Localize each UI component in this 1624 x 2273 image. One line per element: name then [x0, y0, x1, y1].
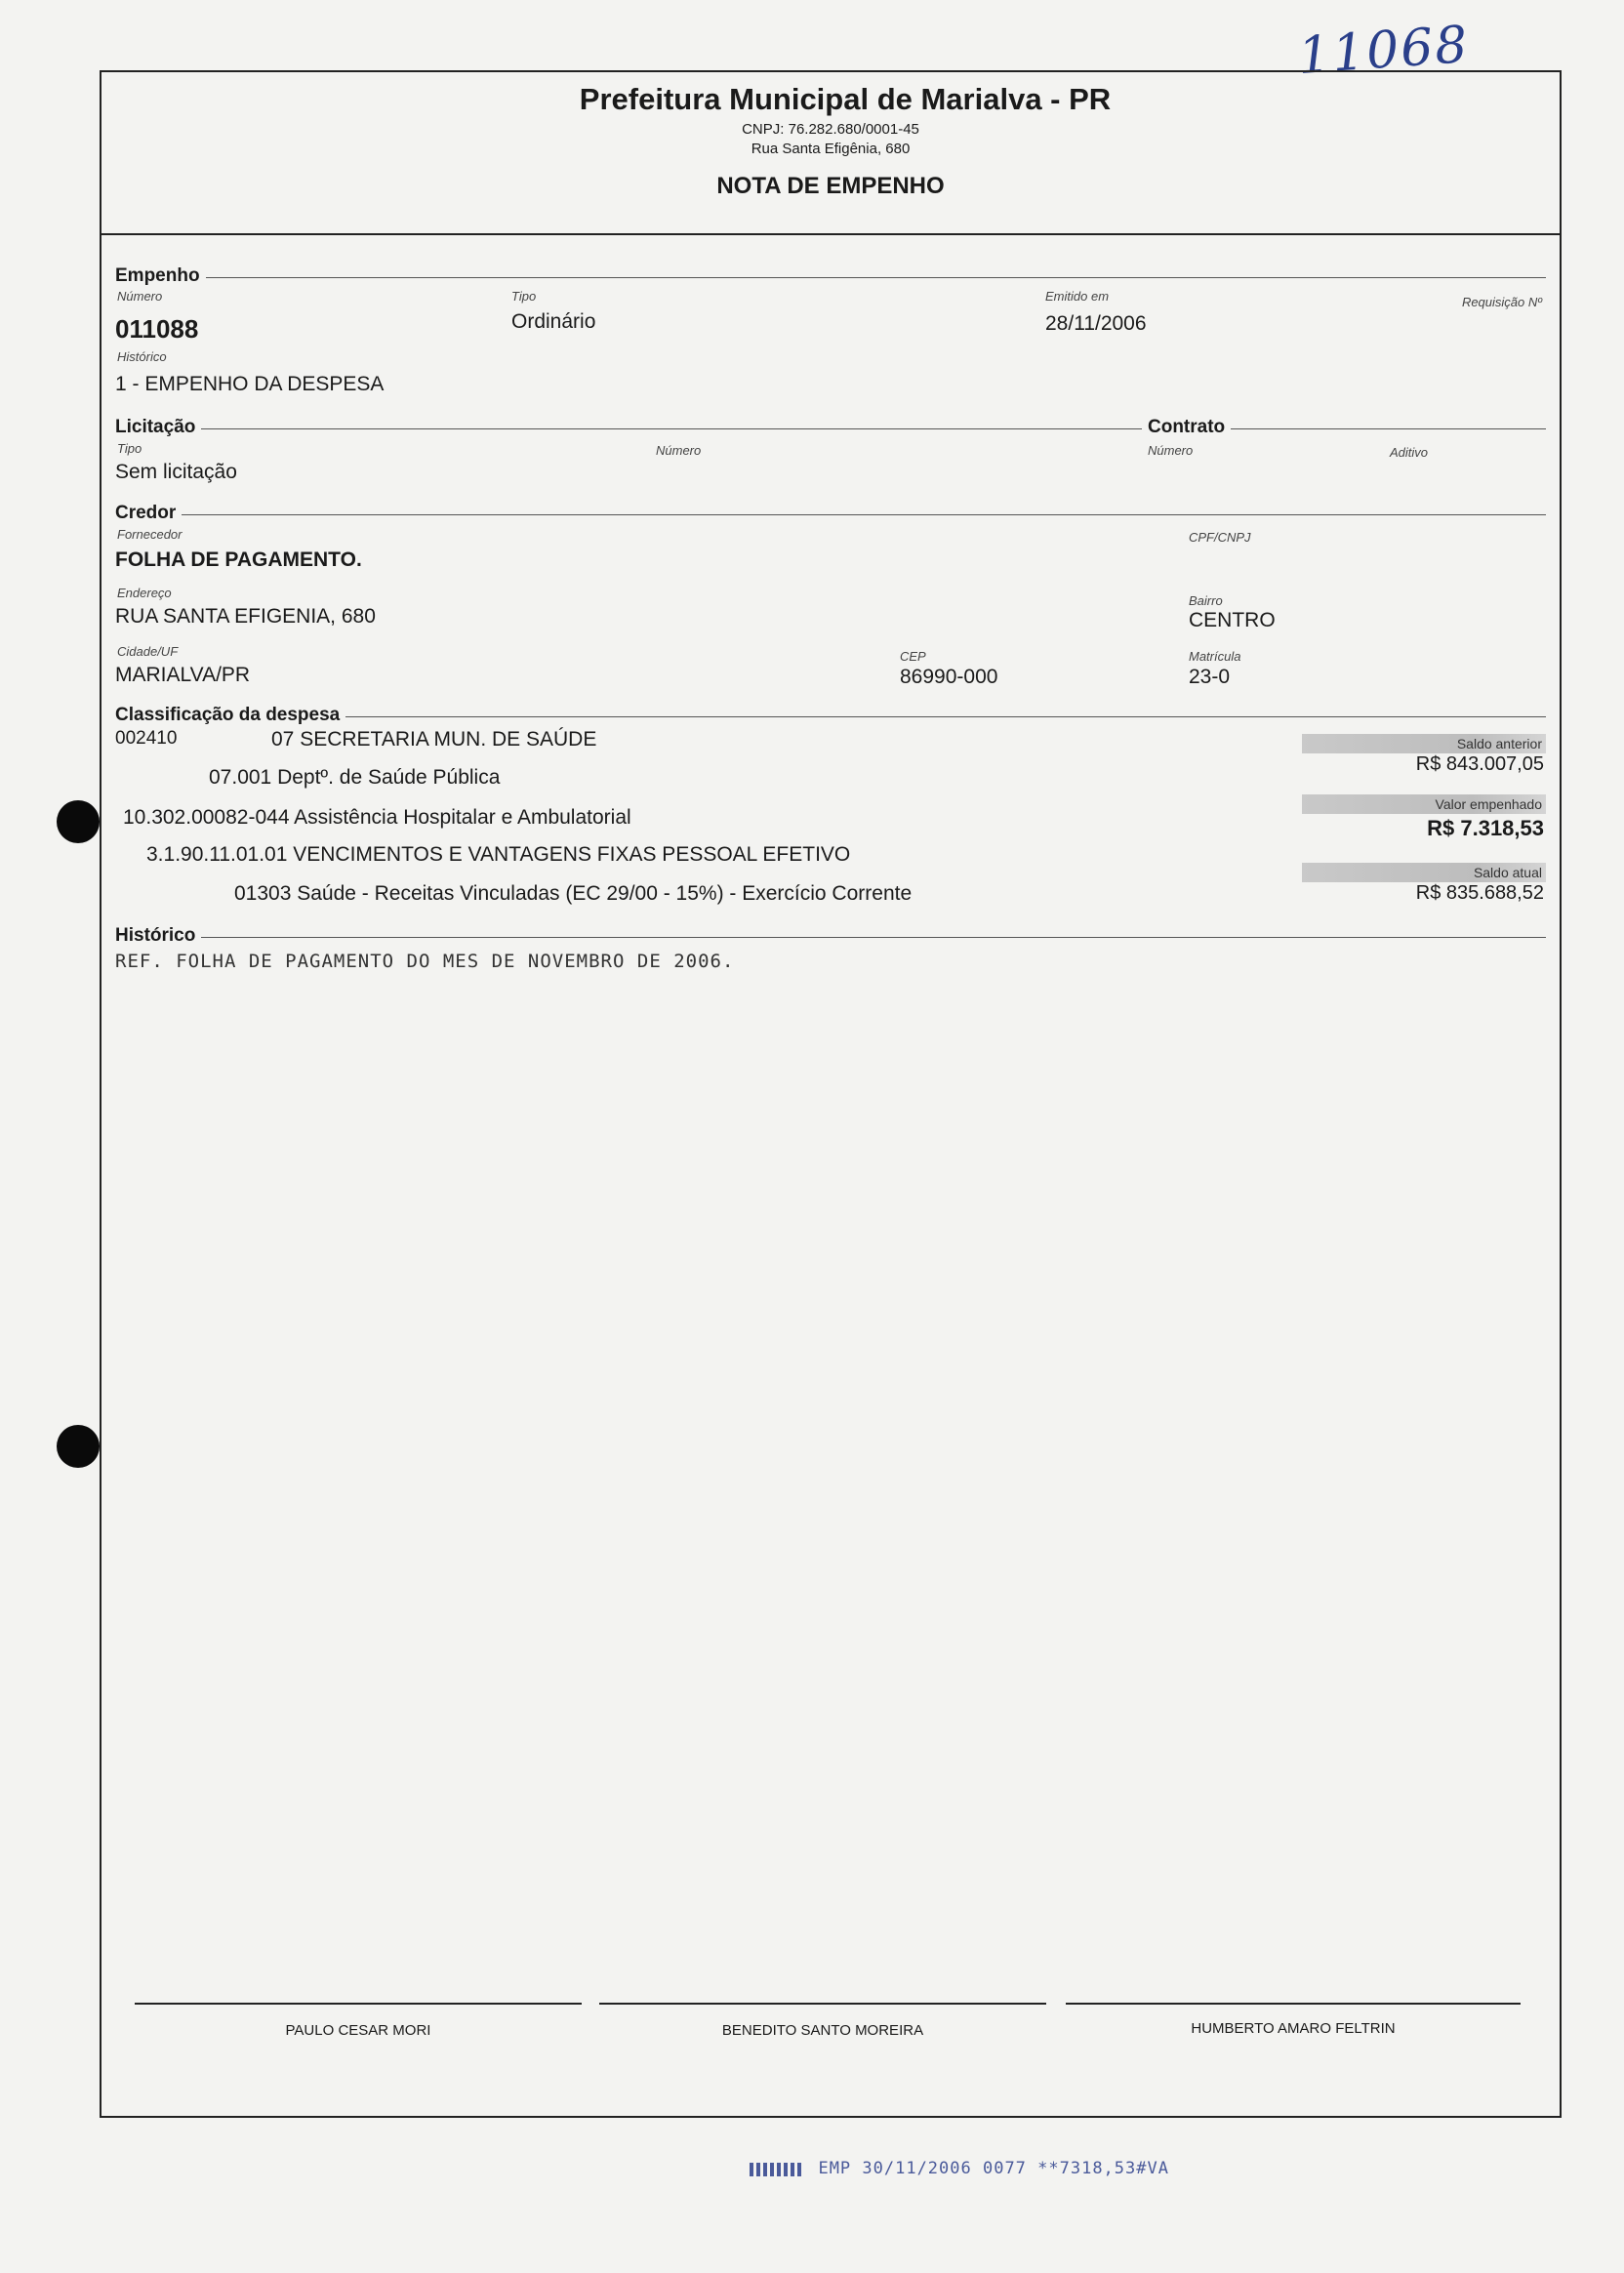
credor-rule: [117, 514, 1546, 515]
saldo-anterior: R$ 843.007,05: [1415, 753, 1544, 775]
empenho-section-title: Empenho: [115, 265, 206, 287]
cep-label: CEP: [900, 649, 926, 664]
classificacao-line-2: 07.001 Deptº. de Saúde Pública: [209, 766, 501, 789]
punch-hole-bottom: [57, 1425, 100, 1468]
signature-name-1: PAULO CESAR MORI: [285, 2022, 431, 2039]
bairro-label: Bairro: [1189, 593, 1223, 608]
saldo-anterior-label: Saldo anterior: [1302, 734, 1546, 753]
credor-section-title: Credor: [115, 503, 182, 524]
cnpj-line: CNPJ: 76.282.680/0001-45: [742, 121, 919, 138]
requisicao-label: Requisição Nº: [1461, 295, 1542, 309]
cidade-label: Cidade/UF: [117, 644, 179, 659]
valor-empenhado: R$ 7.318,53: [1427, 816, 1544, 840]
empenho-rule: [117, 277, 1546, 278]
valor-empenhado-label: Valor empenhado: [1302, 794, 1546, 814]
signature-line-2: [599, 2003, 1046, 2005]
saldo-atual: R$ 835.688,52: [1415, 882, 1544, 904]
cpf-cnpj-label: CPF/CNPJ: [1189, 530, 1251, 545]
emitido-label: Emitido em: [1045, 289, 1110, 304]
cidade: MARIALVA/PR: [115, 664, 251, 686]
empenho-historico: 1 - EMPENHO DA DESPESA: [115, 373, 385, 395]
punch-hole-top: [57, 800, 100, 843]
municipality-title: Prefeitura Municipal de Marialva - PR: [579, 82, 1112, 116]
document-header: [102, 82, 1560, 200]
stamp-text: EMP 30/11/2006 0077 **7318,53#VA: [818, 2159, 1169, 2178]
signature-line-1: [135, 2003, 582, 2005]
signature-name-2: BENEDITO SANTO MOREIRA: [721, 2022, 924, 2039]
signature-line-3: [1066, 2003, 1521, 2005]
cep: 86990-000: [900, 666, 998, 688]
fornecedor-label: Fornecedor: [117, 527, 183, 542]
historico-section-title: Histórico: [115, 925, 201, 947]
bairro: CENTRO: [1189, 609, 1276, 631]
address-line: Rua Santa Efigênia, 680: [751, 141, 911, 157]
licitacao-numero-label: Número: [656, 443, 702, 458]
contrato-aditivo-label: Aditivo: [1390, 445, 1429, 460]
licitacao-tipo-label: Tipo: [117, 441, 142, 456]
classificacao-section-title: Classificação da despesa: [115, 705, 345, 726]
saldo-atual-label: Saldo atual: [1302, 863, 1546, 882]
licitacao-section-title: Licitação: [115, 417, 201, 438]
empenho-numero: 011088: [115, 314, 199, 344]
fornecedor: FOLHA DE PAGAMENTO.: [115, 548, 362, 571]
document-title: NOTA DE EMPENHO: [716, 173, 945, 199]
signature-name-3: HUMBERTO AMARO FELTRIN: [1191, 2020, 1396, 2037]
licitacao-tipo: Sem licitação: [115, 461, 237, 483]
emitido-date: 28/11/2006: [1045, 312, 1147, 335]
endereco: RUA SANTA EFIGENIA, 680: [115, 605, 376, 628]
empenho-numero-label: Número: [117, 289, 163, 304]
empenho-historico-label: Histórico: [117, 349, 167, 364]
historico-rule: [117, 937, 1546, 938]
classificacao-line-1: 07 SECRETARIA MUN. DE SAÚDE: [271, 728, 597, 751]
classificacao-line-4: 3.1.90.11.01.01 VENCIMENTOS E VANTAGENS FIXAS PESSOAL EFETIVO: [146, 843, 851, 866]
licitacao-rule: [117, 428, 1546, 429]
classificacao-line-3: 10.302.00082-044 Assistência Hospitalar e Ambulatorial: [123, 806, 631, 829]
matricula: 23-0: [1189, 666, 1231, 688]
classificacao-line-5: 01303 Saúde - Receitas Vinculadas (EC 29/00 - 15%) - Exercício Corrente: [234, 882, 913, 905]
historico-text: REF. FOLHA DE PAGAMENTO DO MES DE NOVEMBRO DE 2006.: [115, 951, 735, 972]
contrato-numero-label: Número: [1148, 443, 1194, 458]
handwritten-page-number: 11068: [1296, 15, 1472, 87]
header-divider: [102, 233, 1560, 235]
contrato-section-title: Contrato: [1142, 417, 1231, 438]
bottom-stamp: [750, 2159, 1169, 2178]
empenho-tipo-label: Tipo: [511, 289, 537, 304]
stamp-mark-icon: [750, 2163, 802, 2176]
matricula-label: Matrícula: [1189, 649, 1241, 664]
classificacao-code: 002410: [115, 728, 178, 749]
endereco-label: Endereço: [117, 586, 172, 600]
empenho-tipo: Ordinário: [511, 310, 596, 333]
